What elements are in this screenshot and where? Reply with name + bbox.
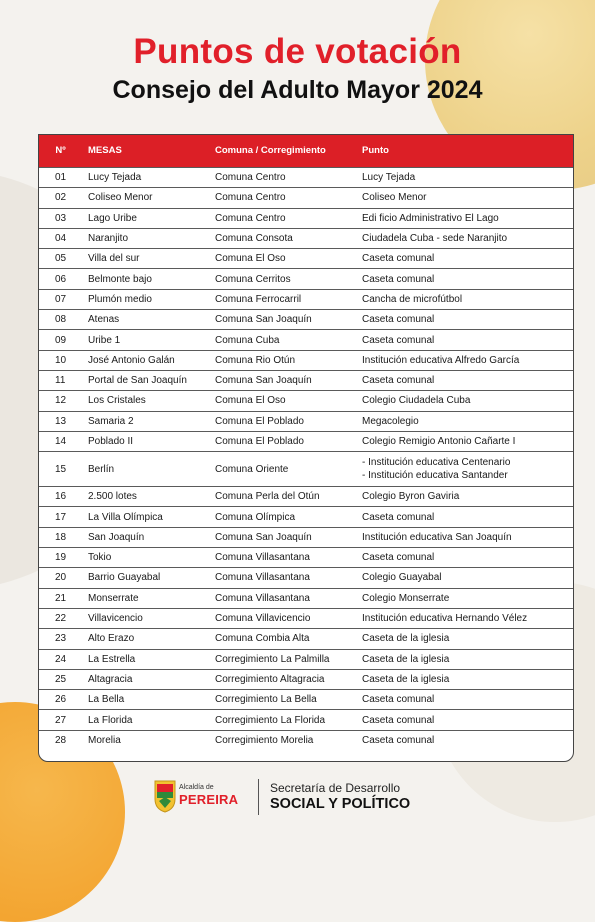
row-comuna: Comuna Villasantana <box>209 568 356 588</box>
row-mesa: Lago Uribe <box>82 208 209 228</box>
table-row <box>39 588 573 608</box>
row-number: 13 <box>39 411 82 431</box>
row-mesa: Villa del sur <box>82 249 209 269</box>
table-row <box>39 629 573 649</box>
row-comuna: Comuna Consota <box>209 228 356 248</box>
row-comuna: Corregimiento La Palmilla <box>209 649 356 669</box>
row-mesa: Samaria 2 <box>82 411 209 431</box>
row-punto: Lucy Tejada <box>356 168 573 188</box>
row-comuna: Comuna San Joaquín <box>209 310 356 330</box>
row-number: 04 <box>39 228 82 248</box>
row-number: 22 <box>39 608 82 628</box>
pereira-crest-icon <box>154 779 176 813</box>
page-title: Puntos de votación <box>133 32 462 71</box>
table-body <box>39 168 573 751</box>
row-punto: Ciudadela Cuba - sede Naranjito <box>356 228 573 248</box>
row-punto: Edi ficio Administrativo El Lago <box>356 208 573 228</box>
row-number: 21 <box>39 588 82 608</box>
row-mesa: 2.500 lotes <box>82 487 209 507</box>
row-punto-line: - Institución educativa Centenario <box>362 457 511 469</box>
footer-divider <box>258 779 259 815</box>
row-mesa: Barrio Guayabal <box>82 568 209 588</box>
row-number: 06 <box>39 269 82 289</box>
row-comuna: Corregimiento La Florida <box>209 710 356 730</box>
page-subtitle: Consejo del Adulto Mayor 2024 <box>112 76 483 104</box>
table-row <box>39 527 573 547</box>
row-punto: Caseta comunal <box>356 507 573 527</box>
row-number: 10 <box>39 350 82 370</box>
row-number: 26 <box>39 690 82 710</box>
row-punto: Caseta comunal <box>356 548 573 568</box>
row-comuna: Comuna Villasantana <box>209 588 356 608</box>
row-comuna: Comuna El Poblado <box>209 411 356 431</box>
voting-table <box>39 135 573 750</box>
row-punto: Colegio Ciudadela Cuba <box>356 391 573 411</box>
row-punto: Colegio Guayabal <box>356 568 573 588</box>
table-row <box>39 188 573 208</box>
row-comuna: Comuna Ferrocarril <box>209 289 356 309</box>
row-number: 07 <box>39 289 82 309</box>
table-row <box>39 370 573 390</box>
row-punto: Coliseo Menor <box>356 188 573 208</box>
row-punto: Caseta de la iglesia <box>356 629 573 649</box>
row-punto: Cancha de microfútbol <box>356 289 573 309</box>
row-punto: Institución educativa Hernando Vélez <box>356 608 573 628</box>
row-number: 02 <box>39 188 82 208</box>
row-mesa: Portal de San Joaquín <box>82 370 209 390</box>
row-mesa: Lucy Tejada <box>82 168 209 188</box>
secretaria-line2: SOCIAL Y POLÍTICO <box>270 796 411 812</box>
table-row <box>39 289 573 309</box>
row-number: 15 <box>39 452 82 487</box>
row-comuna: Comuna Villavicencio <box>209 608 356 628</box>
row-mesa: Morelia <box>82 730 209 750</box>
row-punto: Caseta comunal <box>356 310 573 330</box>
footer <box>0 775 595 819</box>
table-row <box>39 411 573 431</box>
row-mesa: Poblado II <box>82 431 209 451</box>
row-number: 19 <box>39 548 82 568</box>
table-row <box>39 391 573 411</box>
row-punto: Caseta comunal <box>356 249 573 269</box>
table-row <box>39 168 573 188</box>
table-row <box>39 669 573 689</box>
row-punto <box>356 452 573 487</box>
row-number: 08 <box>39 310 82 330</box>
row-number: 09 <box>39 330 82 350</box>
row-number: 05 <box>39 249 82 269</box>
row-punto: Caseta comunal <box>356 730 573 750</box>
row-number: 14 <box>39 431 82 451</box>
row-comuna: Comuna San Joaquín <box>209 527 356 547</box>
table-row <box>39 507 573 527</box>
row-mesa: La Florida <box>82 710 209 730</box>
row-number: 24 <box>39 649 82 669</box>
row-mesa: Monserrate <box>82 588 209 608</box>
column-header-mesas: MESAS <box>82 135 209 168</box>
row-punto: Caseta comunal <box>356 690 573 710</box>
row-number: 28 <box>39 730 82 750</box>
row-mesa: Berlín <box>82 452 209 487</box>
row-mesa: Villavicencio <box>82 608 209 628</box>
row-comuna: Comuna San Joaquín <box>209 370 356 390</box>
row-number: 17 <box>39 507 82 527</box>
row-punto: Caseta de la iglesia <box>356 669 573 689</box>
row-punto: Colegio Byron Gaviria <box>356 487 573 507</box>
row-punto: Institución educativa San Joaquín <box>356 527 573 547</box>
table-row <box>39 608 573 628</box>
row-mesa: Coliseo Menor <box>82 188 209 208</box>
row-punto: Institución educativa Alfredo García <box>356 350 573 370</box>
logo-name: PEREIRA <box>179 792 239 807</box>
table-row <box>39 431 573 451</box>
row-comuna: Comuna Oriente <box>209 452 356 487</box>
row-comuna: Comuna El Poblado <box>209 431 356 451</box>
row-punto: Colegio Remigio Antonio Cañarte I <box>356 431 573 451</box>
row-comuna: Comuna El Oso <box>209 391 356 411</box>
row-number: 01 <box>39 168 82 188</box>
row-mesa: Uribe 1 <box>82 330 209 350</box>
row-comuna: Corregimiento Morelia <box>209 730 356 750</box>
table-row <box>39 350 573 370</box>
row-punto: Megacolegio <box>356 411 573 431</box>
row-punto-line: - Institución educativa Santander <box>362 470 508 482</box>
table-row <box>39 208 573 228</box>
row-punto: Colegio Monserrate <box>356 588 573 608</box>
logo-small-text: Alcaldía de <box>179 784 214 791</box>
table-row <box>39 310 573 330</box>
table-row <box>39 690 573 710</box>
table-row <box>39 452 573 487</box>
column-header-number: Nº <box>39 135 82 168</box>
secretaria-line1: Secretaría de Desarrollo <box>270 781 401 795</box>
row-number: 16 <box>39 487 82 507</box>
table-row <box>39 228 573 248</box>
table-row <box>39 330 573 350</box>
row-punto: Caseta comunal <box>356 269 573 289</box>
row-comuna: Comuna Combia Alta <box>209 629 356 649</box>
row-comuna: Comuna Villasantana <box>209 548 356 568</box>
column-header-comuna: Comuna / Corregimiento <box>209 135 356 168</box>
row-mesa: Alto Erazo <box>82 629 209 649</box>
row-number: 20 <box>39 568 82 588</box>
row-mesa: Altagracia <box>82 669 209 689</box>
row-comuna: Comuna Centro <box>209 188 356 208</box>
row-number: 27 <box>39 710 82 730</box>
row-mesa: Plumón medio <box>82 289 209 309</box>
row-comuna: Comuna El Oso <box>209 249 356 269</box>
row-number: 03 <box>39 208 82 228</box>
row-mesa: Los Cristales <box>82 391 209 411</box>
row-number: 11 <box>39 370 82 390</box>
row-comuna: Comuna Rio Otún <box>209 350 356 370</box>
row-punto: Caseta de la iglesia <box>356 649 573 669</box>
row-mesa: Atenas <box>82 310 209 330</box>
row-comuna: Corregimiento Altagracia <box>209 669 356 689</box>
row-number: 25 <box>39 669 82 689</box>
row-mesa: Naranjito <box>82 228 209 248</box>
row-mesa: San Joaquín <box>82 527 209 547</box>
row-punto: Caseta comunal <box>356 710 573 730</box>
row-comuna: Comuna Centro <box>209 208 356 228</box>
row-comuna: Comuna Centro <box>209 168 356 188</box>
row-number: 23 <box>39 629 82 649</box>
row-mesa: La Bella <box>82 690 209 710</box>
row-mesa: Tokio <box>82 548 209 568</box>
row-comuna: Comuna Olímpica <box>209 507 356 527</box>
row-comuna: Corregimiento La Bella <box>209 690 356 710</box>
voting-table-container <box>38 134 574 762</box>
table-row <box>39 710 573 730</box>
row-number: 18 <box>39 527 82 547</box>
row-mesa: José Antonio Galán <box>82 350 209 370</box>
table-row <box>39 249 573 269</box>
row-comuna: Comuna Cerritos <box>209 269 356 289</box>
row-mesa: La Villa Olímpica <box>82 507 209 527</box>
row-number: 12 <box>39 391 82 411</box>
table-row <box>39 649 573 669</box>
row-punto: Caseta comunal <box>356 370 573 390</box>
row-mesa: La Estrella <box>82 649 209 669</box>
row-comuna: Comuna Cuba <box>209 330 356 350</box>
table-row <box>39 568 573 588</box>
table-row <box>39 269 573 289</box>
column-header-punto: Punto <box>356 135 573 168</box>
row-punto: Caseta comunal <box>356 330 573 350</box>
table-row <box>39 487 573 507</box>
table-header-row <box>39 135 573 168</box>
table-row <box>39 548 573 568</box>
row-comuna: Comuna Perla del Otún <box>209 487 356 507</box>
row-mesa: Belmonte bajo <box>82 269 209 289</box>
table-row <box>39 730 573 750</box>
